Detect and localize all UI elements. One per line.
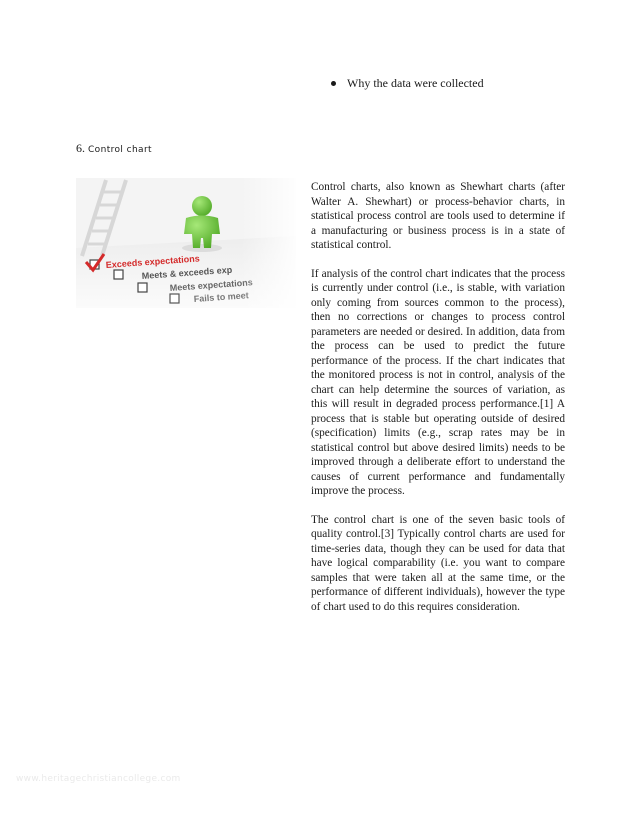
watermark: www.heritagechristiancollege.com [16, 774, 181, 784]
section-heading [76, 141, 152, 156]
paragraph-analysis: If analysis of the control chart indicates that the process is currently under control (i.e., is stable, with variation only coming from sources common to the process), then no corrections or changes to process control parameters are needed or desired. In addition, data from the process can be used to predict the future performance of the process. If the chart indicates that the monitored process is not in control, analysis of the chart can help determine the sources of variation, as this will result in degraded process performance.[1] A process that is stable but operating outside of desired (specification) limits (e.g., scrap rates may be in statistical control but above desired limits) needs to be improved through a deliberate effort to understand the causes of current performance and fundamentally improve the process. [311, 267, 565, 497]
bullet-dot-icon [331, 81, 336, 86]
paragraph-definition: Control charts, also known as Shewhart charts (after Walter A. Shewhart) or process-behavior charts, in statistical process control are tools used to determine if a manufacturing or business process is in a state of statistical control. [311, 181, 565, 251]
section-title: Control chart [88, 145, 152, 155]
checklist-figure-image [76, 178, 296, 308]
bullet-item [331, 75, 484, 91]
body-text [311, 180, 565, 628]
paragraph-quality-tools: The control chart is one of the seven basic tools of quality control.[3] Typically control charts are used for time-series data, though they can be used for data that have logical comparability (i.e. you want to compare samples that were taken all at the same time, or the performance of different individuals), however the type of chart used to do this requires consideration. [311, 513, 565, 613]
section-number: 6. [76, 141, 85, 155]
bullet-text: Why the data were collected [347, 76, 484, 90]
checklist-illustration [76, 178, 296, 308]
